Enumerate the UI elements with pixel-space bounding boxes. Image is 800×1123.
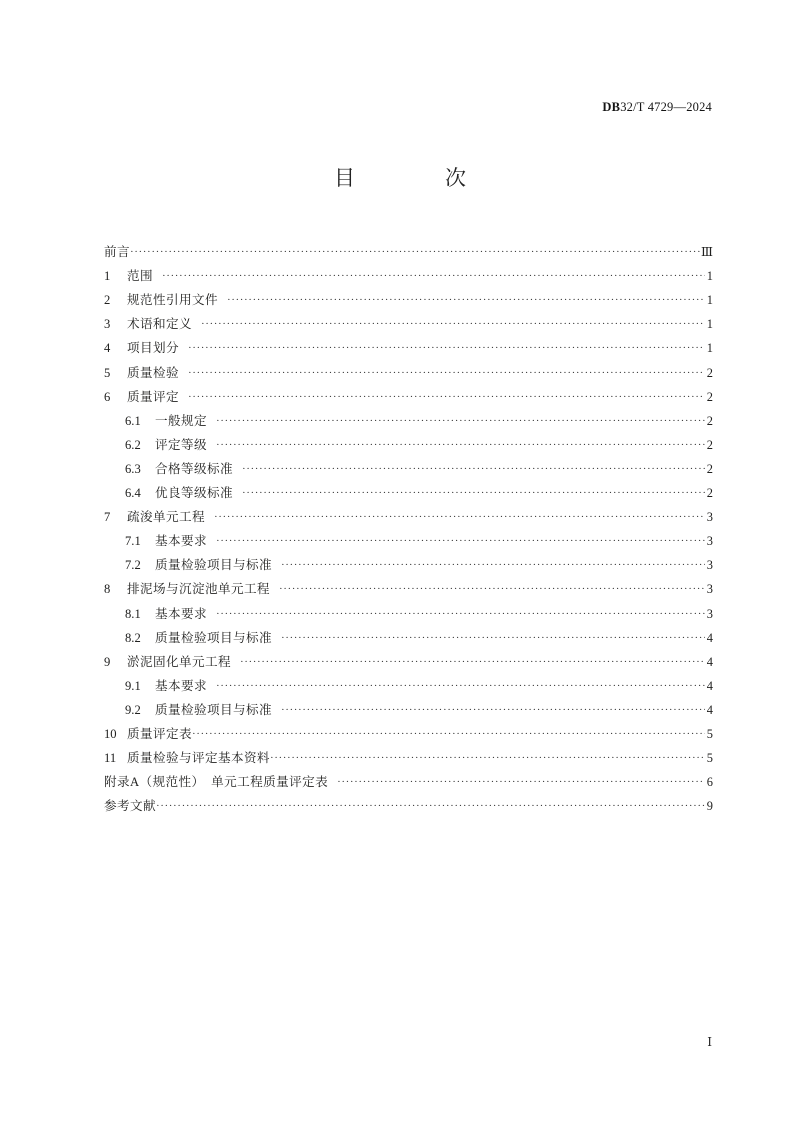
- toc-entry[interactable]: [104, 429, 713, 453]
- toc-leader-dots: [337, 777, 705, 789]
- toc-entry-number: 2: [104, 293, 111, 308]
- standard-number-header: [88, 100, 712, 115]
- toc-entry-number: 5: [104, 365, 111, 380]
- toc-entry-label: 术语和定义: [127, 317, 192, 332]
- toc-entry[interactable]: [104, 405, 713, 429]
- toc-entry[interactable]: [104, 573, 713, 597]
- toc-entry[interactable]: [104, 525, 713, 549]
- toc-leader-dots: [242, 488, 705, 500]
- toc-entry[interactable]: [104, 622, 713, 646]
- toc-entry-page-number: 1: [706, 341, 713, 356]
- toc-entry-page-number: 3: [706, 558, 713, 573]
- toc-entry-label: 质量检验与评定基本资料: [127, 751, 270, 766]
- standard-prefix: DB: [602, 100, 621, 114]
- toc-entry-label: 疏浚单元工程: [127, 510, 205, 525]
- toc-entry-number: 9.2: [125, 702, 141, 717]
- toc-entry-number: 7.1: [125, 534, 141, 549]
- toc-entry[interactable]: [104, 477, 713, 501]
- toc-entry-page-number: 4: [706, 630, 713, 645]
- toc-entry[interactable]: [104, 766, 713, 790]
- toc-entry[interactable]: [104, 742, 713, 766]
- toc-entry-label: 项目划分: [127, 341, 179, 356]
- toc-entry[interactable]: [104, 332, 713, 356]
- toc-leader-dots: [279, 584, 705, 596]
- toc-leader-dots: [188, 343, 705, 355]
- toc-entry-page-number: 2: [706, 461, 713, 476]
- toc-leader-dots: [281, 633, 705, 645]
- toc-entry-number: 6.3: [125, 461, 141, 476]
- toc-entry-page-number: 1: [706, 293, 713, 308]
- toc-entry-number: 11: [104, 751, 117, 766]
- toc-entry-number: 10: [104, 726, 117, 741]
- toc-entry-page-number: 2: [706, 486, 713, 501]
- toc-entry[interactable]: [104, 597, 713, 621]
- toc-entry-label: 质量检验项目与标准: [155, 702, 272, 717]
- toc-leader-dots: [130, 247, 700, 259]
- toc-entry-label: 范围: [127, 269, 153, 284]
- toc-entry-page-number: 5: [706, 726, 713, 741]
- toc-entry[interactable]: [104, 694, 713, 718]
- toc-entry-label: 质量评定表: [127, 726, 192, 741]
- toc-leader-dots: [188, 368, 705, 380]
- toc-entry-page-number: 9: [706, 799, 713, 814]
- toc-entry-page-number: 2: [706, 413, 713, 428]
- toc-entry-page-number: 5: [706, 751, 713, 766]
- toc-leader-dots: [201, 319, 705, 331]
- toc-entry-page-number: 4: [706, 678, 713, 693]
- toc-entry[interactable]: [104, 284, 713, 308]
- toc-entry-label: 附录A（规范性） 单元工程质量评定表: [104, 775, 329, 790]
- toc-entry-label: 质量检验: [127, 365, 179, 380]
- toc-entry[interactable]: [104, 501, 713, 525]
- toc-entry-label: 基本要求: [155, 678, 207, 693]
- toc-leader-dots: [216, 609, 705, 621]
- toc-entry-label: 优良等级标准: [155, 486, 233, 501]
- toc-entry-label: 合格等级标准: [155, 461, 233, 476]
- toc-entry-page-number: Ⅲ: [701, 245, 713, 260]
- toc-entry-number: 1: [104, 269, 111, 284]
- toc-entry-label: 一般规定: [155, 413, 207, 428]
- toc-entry-number: 6: [104, 389, 111, 404]
- standard-number: 32/T 4729—2024: [620, 100, 712, 114]
- toc-entry[interactable]: [104, 646, 713, 670]
- toc-entry-page-number: 3: [706, 534, 713, 549]
- table-of-contents: [104, 236, 713, 814]
- toc-entry-page-number: 1: [706, 269, 713, 284]
- toc-entry-number: 8.1: [125, 606, 141, 621]
- toc-entry[interactable]: [104, 790, 713, 814]
- toc-entry-page-number: 2: [706, 365, 713, 380]
- toc-entry-page-number: 4: [706, 654, 713, 669]
- toc-entry[interactable]: [104, 549, 713, 573]
- toc-entry-number: 7.2: [125, 558, 141, 573]
- toc-entry-number: 7: [104, 510, 111, 525]
- toc-entry-page-number: 1: [706, 317, 713, 332]
- toc-entry-number: 6.4: [125, 486, 141, 501]
- toc-entry-label: 评定等级: [155, 437, 207, 452]
- toc-entry[interactable]: [104, 236, 713, 260]
- toc-leader-dots: [156, 801, 705, 813]
- toc-entry-page-number: 4: [706, 702, 713, 717]
- toc-entry-page-number: 3: [706, 510, 713, 525]
- toc-entry-number: 8.2: [125, 630, 141, 645]
- toc-entry-label: 质量评定: [127, 389, 179, 404]
- toc-entry[interactable]: [104, 670, 713, 694]
- toc-entry-page-number: 6: [706, 775, 713, 790]
- toc-entry-number: 9.1: [125, 678, 141, 693]
- toc-entry-label: 质量检验项目与标准: [155, 558, 272, 573]
- toc-entry-number: 9: [104, 654, 111, 669]
- toc-leader-dots: [242, 464, 705, 476]
- toc-entry[interactable]: [104, 453, 713, 477]
- toc-entry-label: 前言: [104, 245, 130, 260]
- toc-leader-dots: [216, 681, 705, 693]
- toc-entry[interactable]: [104, 260, 713, 284]
- footer-page-number: Ⅰ: [707, 1035, 712, 1049]
- toc-entry-number: 3: [104, 317, 111, 332]
- toc-entry-label: 排泥场与沉淀池单元工程: [127, 582, 270, 597]
- toc-entry-label: 质量检验项目与标准: [155, 630, 272, 645]
- toc-entry[interactable]: [104, 356, 713, 380]
- toc-entry-number: 6.2: [125, 437, 141, 452]
- toc-entry[interactable]: [104, 381, 713, 405]
- toc-entry[interactable]: [104, 718, 713, 742]
- toc-entry-page-number: 3: [706, 582, 713, 597]
- toc-entry-number: 6.1: [125, 413, 141, 428]
- toc-leader-dots: [281, 560, 705, 572]
- toc-entry-number: 8: [104, 582, 111, 597]
- toc-leader-dots: [214, 512, 705, 524]
- toc-entry-page-number: 3: [706, 606, 713, 621]
- toc-leader-dots: [240, 657, 705, 669]
- toc-entry-label: 规范性引用文件: [127, 293, 218, 308]
- page-title: 目 次: [334, 166, 482, 190]
- toc-leader-dots: [270, 753, 705, 765]
- toc-entry-label: 淤泥固化单元工程: [127, 654, 231, 669]
- toc-leader-dots: [216, 536, 705, 548]
- toc-entry-number: 4: [104, 341, 111, 356]
- toc-leader-dots: [162, 271, 705, 283]
- toc-leader-dots: [188, 392, 705, 404]
- toc-leader-dots: [216, 440, 705, 452]
- toc-leader-dots: [192, 729, 705, 741]
- toc-entry-page-number: 2: [706, 437, 713, 452]
- toc-leader-dots: [216, 416, 705, 428]
- toc-entry-label: 基本要求: [155, 606, 207, 621]
- toc-entry-page-number: 2: [706, 389, 713, 404]
- toc-leader-dots: [281, 705, 705, 717]
- toc-leader-dots: [227, 295, 705, 307]
- toc-entry-label: 基本要求: [155, 534, 207, 549]
- toc-entry-label: 参考文献: [104, 799, 156, 814]
- toc-entry[interactable]: [104, 308, 713, 332]
